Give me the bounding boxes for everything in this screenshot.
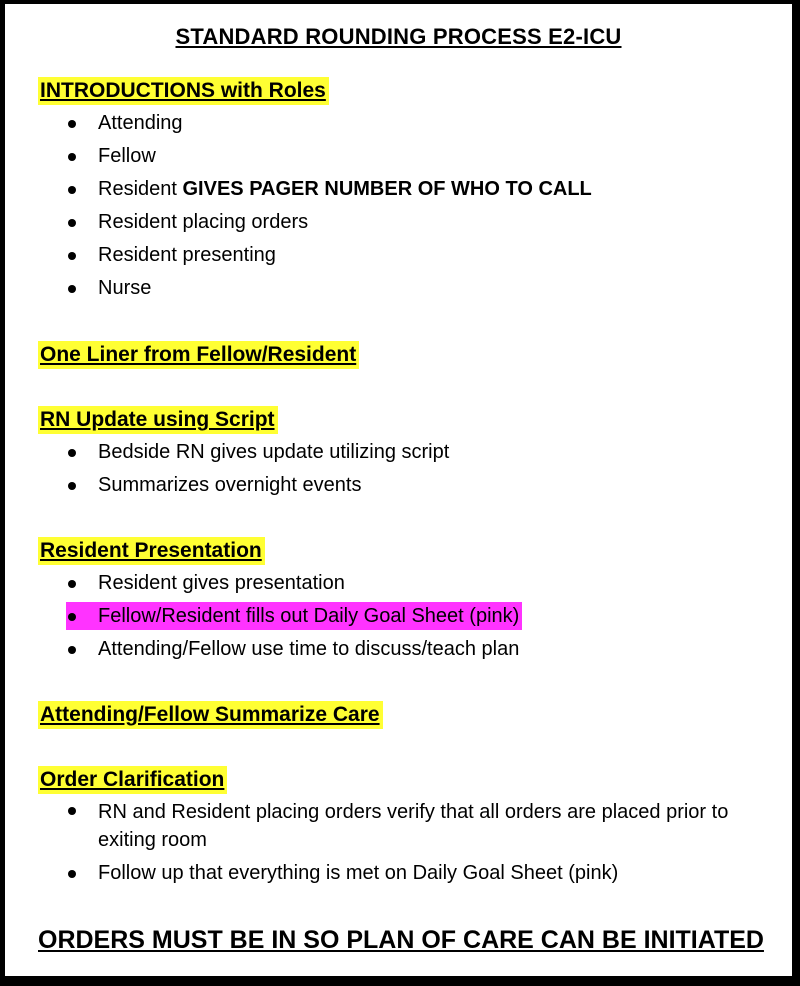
bullet-icon bbox=[68, 646, 76, 654]
bullet-icon bbox=[68, 580, 76, 588]
bullet-icon bbox=[68, 482, 76, 490]
list-item: Resident gives presentation bbox=[38, 567, 783, 600]
document-page bbox=[5, 4, 792, 976]
bullet-icon bbox=[68, 153, 76, 161]
section-summarize-care bbox=[38, 701, 783, 729]
section-one-liner bbox=[38, 341, 783, 369]
section-heading-resident-presentation: Resident Presentation bbox=[38, 537, 265, 565]
bullet-icon bbox=[68, 120, 76, 128]
rn-update-list bbox=[38, 436, 783, 502]
section-heading-order-clarification: Order Clarification bbox=[38, 766, 227, 794]
list-item: Resident presenting bbox=[38, 239, 783, 272]
section-resident-presentation bbox=[38, 537, 783, 666]
pink-highlight: Fellow/Resident fills out Daily Goal Sheet (pink) bbox=[66, 602, 522, 630]
pager-note: GIVES PAGER NUMBER OF WHO TO CALL bbox=[182, 178, 592, 200]
order-clarification-list bbox=[38, 796, 783, 890]
section-rn-update bbox=[38, 406, 783, 502]
section-introductions bbox=[38, 77, 783, 305]
document-title: STANDARD ROUNDING PROCESS E2-ICU bbox=[175, 24, 622, 49]
bullet-icon bbox=[68, 807, 76, 815]
bullet-icon bbox=[68, 252, 76, 260]
list-item: Attending/Fellow use time to discuss/teach plan bbox=[38, 633, 783, 666]
introductions-list bbox=[38, 107, 783, 305]
bullet-icon bbox=[68, 870, 76, 878]
list-item-highlighted bbox=[38, 600, 783, 633]
list-item: Attending bbox=[38, 107, 783, 140]
bullet-icon bbox=[68, 449, 76, 457]
list-item: Nurse bbox=[38, 272, 783, 305]
list-item: Follow up that everything is met on Daily Goal Sheet (pink) bbox=[38, 857, 783, 890]
list-item: Fellow bbox=[38, 140, 783, 173]
section-heading-rn-update: RN Update using Script bbox=[38, 406, 278, 434]
section-heading-summarize-care: Attending/Fellow Summarize Care bbox=[38, 701, 383, 729]
list-item: Summarizes overnight events bbox=[38, 469, 783, 502]
list-item: Resident GIVES PAGER NUMBER OF WHO TO CALL bbox=[38, 173, 783, 206]
bullet-icon bbox=[68, 186, 76, 194]
section-heading-one-liner: One Liner from Fellow/Resident bbox=[38, 341, 359, 369]
footer-warning: ORDERS MUST BE IN SO PLAN OF CARE CAN BE INITIATED bbox=[38, 926, 764, 954]
section-heading-introductions: INTRODUCTIONS with Roles bbox=[38, 77, 329, 105]
bullet-icon bbox=[68, 219, 76, 227]
bullet-icon bbox=[68, 285, 76, 293]
section-order-clarification bbox=[38, 766, 783, 890]
list-item: Resident placing orders bbox=[38, 206, 783, 239]
bullet-icon bbox=[68, 613, 76, 621]
resident-presentation-list bbox=[38, 567, 783, 666]
list-item: Bedside RN gives update utilizing script bbox=[38, 436, 783, 469]
list-item: RN and Resident placing orders verify that all orders are placed prior to exiting room bbox=[38, 796, 783, 857]
